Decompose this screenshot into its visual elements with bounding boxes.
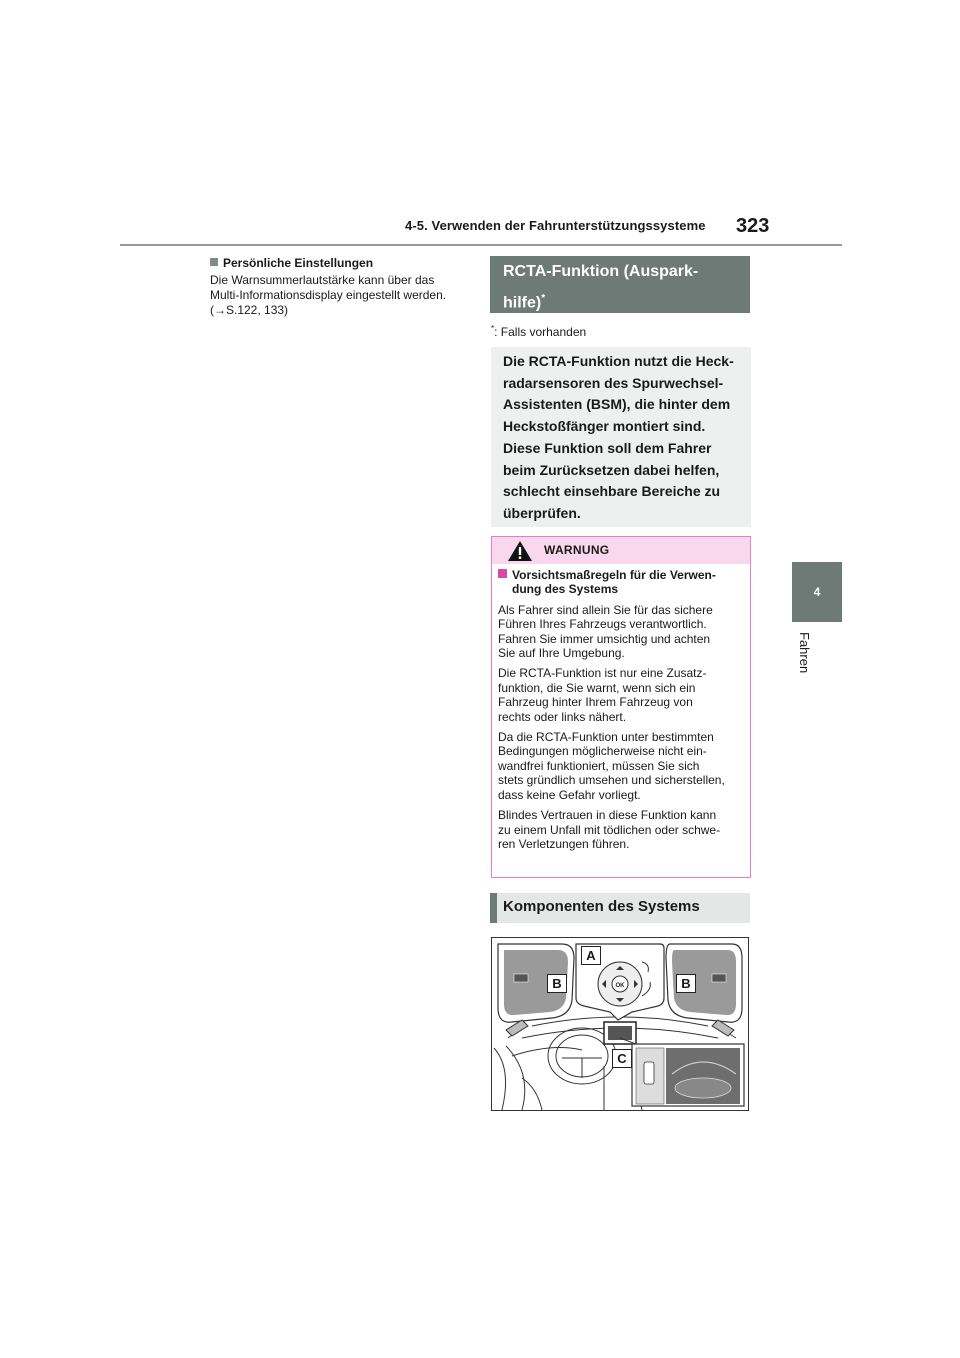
- page-number: 323: [736, 215, 770, 237]
- callout-b-left: B: [547, 974, 567, 993]
- warning-triangle-icon: [507, 540, 533, 562]
- chapter-tab[interactable]: [792, 562, 842, 622]
- square-bullet-icon: [210, 258, 218, 266]
- intro-box: [491, 347, 751, 527]
- warning-heading: Vorsichtsmaßregeln für die Verwen- dung des Systems: [498, 568, 742, 597]
- warning-title: WARNUNG: [544, 543, 610, 557]
- chapter-number: 4: [813, 585, 821, 599]
- intro-line: Heckstoßfänger montiert sind.: [503, 418, 706, 435]
- square-bullet-icon: [498, 569, 507, 578]
- body-line: Multi-Informationsdisplay eingestellt werden.: [210, 288, 447, 302]
- intro-line: Diese Funktion soll dem Fahrer: [503, 439, 712, 456]
- personal-settings-heading: Persönliche Einstellungen: [210, 256, 465, 271]
- callout-c: C: [612, 1049, 632, 1068]
- ok-button-label: OK: [615, 983, 625, 989]
- personal-settings-section: [210, 256, 465, 318]
- warning-box: [491, 536, 751, 878]
- intro-line: Die RCTA-Funktion nutzt die Heck-: [503, 353, 734, 369]
- footnote: *: Falls vorhanden: [491, 324, 587, 339]
- warning-paragraph: Als Fahrer sind allein Sie für das sichere Führen Ihres Fahrzeugs verantwortlich. Fahren Sie immer umsichtig und achten Sie auf Ihre Umgebung.: [498, 602, 713, 661]
- warning-paragraph: Blindes Vertrauen in diese Funktion kann zu einem Unfall mit tödlichen oder schwe- ren Verletzungen führen.: [498, 808, 721, 851]
- system-components-diagram: [491, 937, 749, 1111]
- cockpit-illustration: [492, 938, 748, 1110]
- warning-header: [492, 537, 750, 564]
- page-reference: (→S.122, 133): [210, 303, 289, 317]
- rcta-heading: RCTA-Funktion (Auspark- hilfe)*: [490, 256, 750, 313]
- callout-b-right: B: [676, 974, 696, 993]
- intro-line: überprüfen.: [503, 504, 581, 521]
- body-line: Die Warnsummerlautstärke kann über das: [210, 273, 435, 287]
- intro-line: beim Zurücksetzen dabei helfen,: [503, 461, 720, 478]
- header-divider: [120, 244, 842, 246]
- intro-line: schlecht einsehbare Bereiche zu: [503, 483, 721, 500]
- callout-a: A: [581, 946, 601, 965]
- footnote-marker: *: [541, 293, 546, 304]
- chapter-label: Fahren: [797, 632, 812, 674]
- warning-paragraph: Die RCTA-Funktion ist nur eine Zusatz- funktion, die Sie warnt, wenn sich ein Fahrzeug hinter Ihrem Fahrzeug von rechts oder links nähert.: [498, 666, 707, 724]
- intro-line: Assistenten (BSM), die hinter dem: [503, 396, 731, 413]
- section-title: 4-5. Verwenden der Fahrunterstützungssysteme: [405, 218, 706, 233]
- intro-line: radarsensoren des Spurwechsel-: [503, 374, 724, 391]
- warning-paragraph: Da die RCTA-Funktion unter bestimmten Bedingungen möglicherweise nicht ein- wandfrei funktioniert, müssen Sie sich stets gründlich umsehen und sicherstellen, dass keine Gefahr vorliegt.: [498, 730, 725, 802]
- components-heading: Komponenten des Systems: [490, 893, 750, 923]
